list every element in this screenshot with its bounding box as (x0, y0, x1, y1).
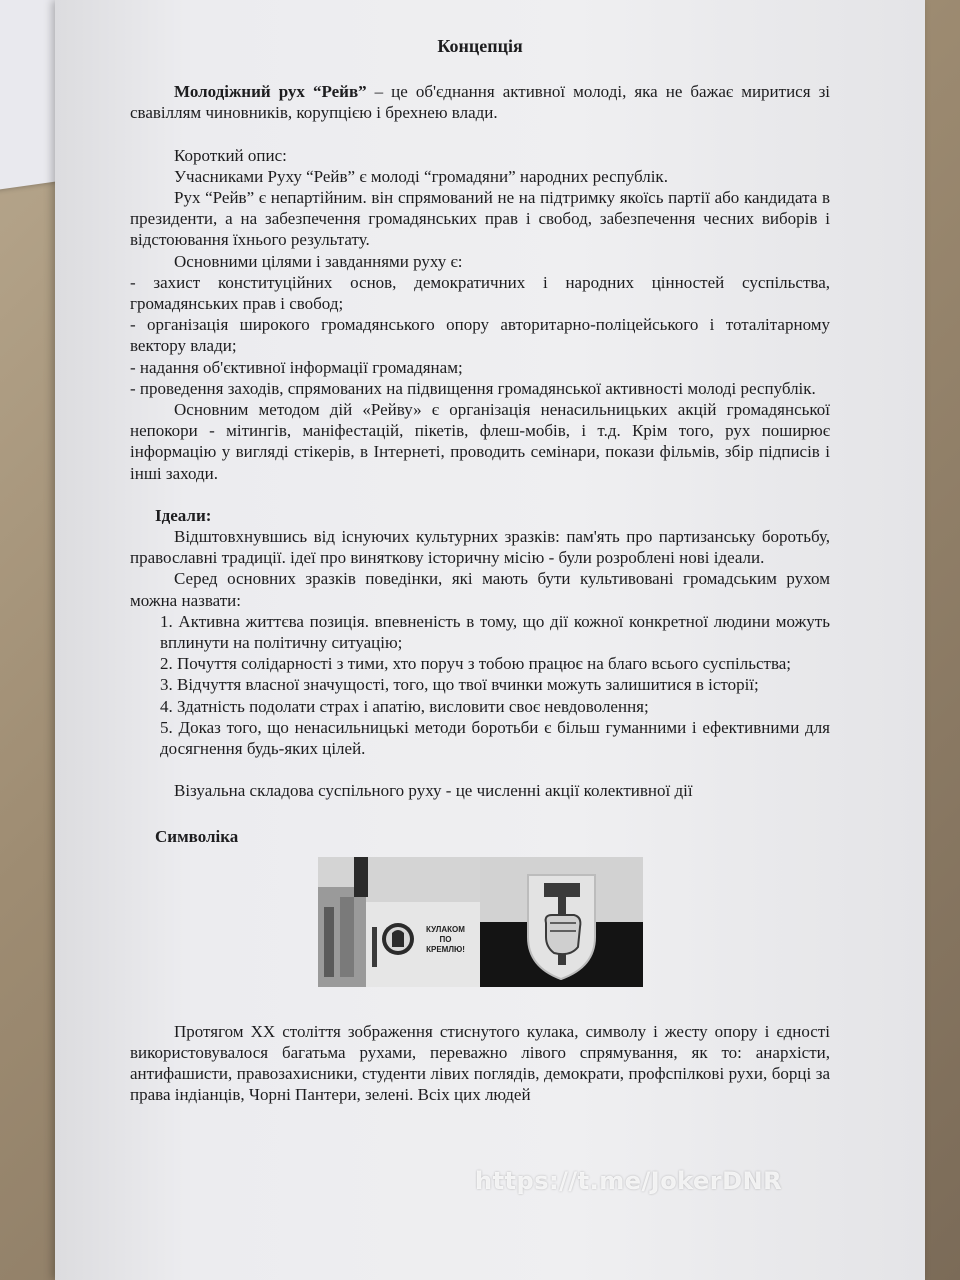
ideals-paragraph-2: Серед основних зразків поведінки, які мають бути культивовані громадським рухом можна назвати: (130, 569, 830, 610)
document-title: Концепція (437, 36, 523, 56)
intro-rest: – це об'єднання активної молоді, яка не бажає миритися зі свавіллям чиновників, корупцією і брехнею влади. (130, 82, 831, 123)
intro-paragraph (130, 81, 830, 123)
symbol-images (130, 857, 830, 987)
document-page (55, 0, 925, 1280)
street-photo-illustration (318, 857, 480, 987)
fist-hammer-icon (480, 857, 643, 987)
goal-item: - захист конституційних основ, демократичних і народних цінностей суспільства, громадянських прав і свобод; (130, 272, 830, 314)
ideals-paragraph-1: Відштовхнувшись від існуючих культурних зразків: пам'ять про партизанську боротьбу, православні традиції. ідеї про виняткову історичну місію - були розроблені нові ідеали. (130, 527, 830, 568)
ideal-list-item: 1. Активна життєва позиція. впевненість в тому, що дії кожної конкретної людини можуть вплинути на політичну ситуацію; (160, 611, 830, 653)
paragraph-method: Основним методом дій «Рейву» є організація ненасильницьких акцій громадянської непокори - мітингів, маніфестацій, пікетів, флеш-мобів, і т.д. Крім того, рух поширює інформацію у вигляді стікерів, в Інтернеті, проводить семінари, покази фільмів, збір підписів і інші заходи. (130, 400, 830, 483)
sticker-caption: КУЛАКОМ ПО КРЕМЛЮ! (426, 924, 465, 954)
goals-intro: Основними цілями і завданнями руху є: (174, 251, 463, 271)
goal-item: - надання об'єктивної інформації громадянам; (130, 357, 463, 377)
paragraph-participants: Учасниками Руху “Рейв” є молоді “громадяни” народних республік. (174, 166, 668, 186)
street-sticker-photo (318, 857, 480, 987)
visual-component-line: Візуальна складова суспільного руху - це численні акції колективної дії (174, 781, 693, 801)
goal-item: - проведення заходів, спрямованих на підвищення громадянської активності молоді республік. (130, 378, 816, 398)
document-body (130, 30, 830, 1106)
ideal-list-item: 5. Доказ того, що ненасильницькі методи боротьби є більш гуманними і ефективними для досягнення будь-яких цілей. (160, 717, 830, 759)
ideals-heading: Ідеали: (155, 505, 212, 525)
paragraph-nonpartisan: Рух “Рейв” є непартійним. він спрямований не на підтримку якоїсь партії або кандидата в президенти, а на забезпечення громадянських прав і свобод, забезпечення чесних виборів і відстоювання їхнього результату. (130, 188, 830, 250)
watermark-link: https://t.me/JokerDNR (475, 1167, 783, 1195)
short-desc-label: Короткий опис: (174, 145, 287, 165)
ideal-list-item: 3. Відчуття власної значущості, того, що твої вчинки можуть залишитися в історії; (160, 675, 759, 695)
goal-item: - організація широкого громадянського опору авторитарно-поліцейського і тоталітарному вектору влади; (130, 315, 830, 356)
ideal-list-item: 2. Почуття солідарності з тими, хто поруч з тобою працює на благо всього суспільства; (160, 654, 792, 674)
ideal-list-item: 4. Здатність подолати страх і апатію, висловити своє невдоволення; (160, 696, 649, 716)
symbolics-heading: Символіка (155, 826, 239, 846)
intro-bold: Молодіжний рух “Рейв” (174, 82, 367, 102)
fist-hammer-emblem (480, 857, 643, 987)
final-paragraph: Протягом XX століття зображення стиснутого кулака, символу і жесту опору і єдності використовувалося багатьма рухами, переважно лівого спрямування, як то: анархісти, антифашисти, правозахисники, студенти лівих поглядів, демократи, профспілкові рухи, борці за права індіанців, Чорні Пантери, зелені. Всіх цих людей (130, 1021, 830, 1105)
